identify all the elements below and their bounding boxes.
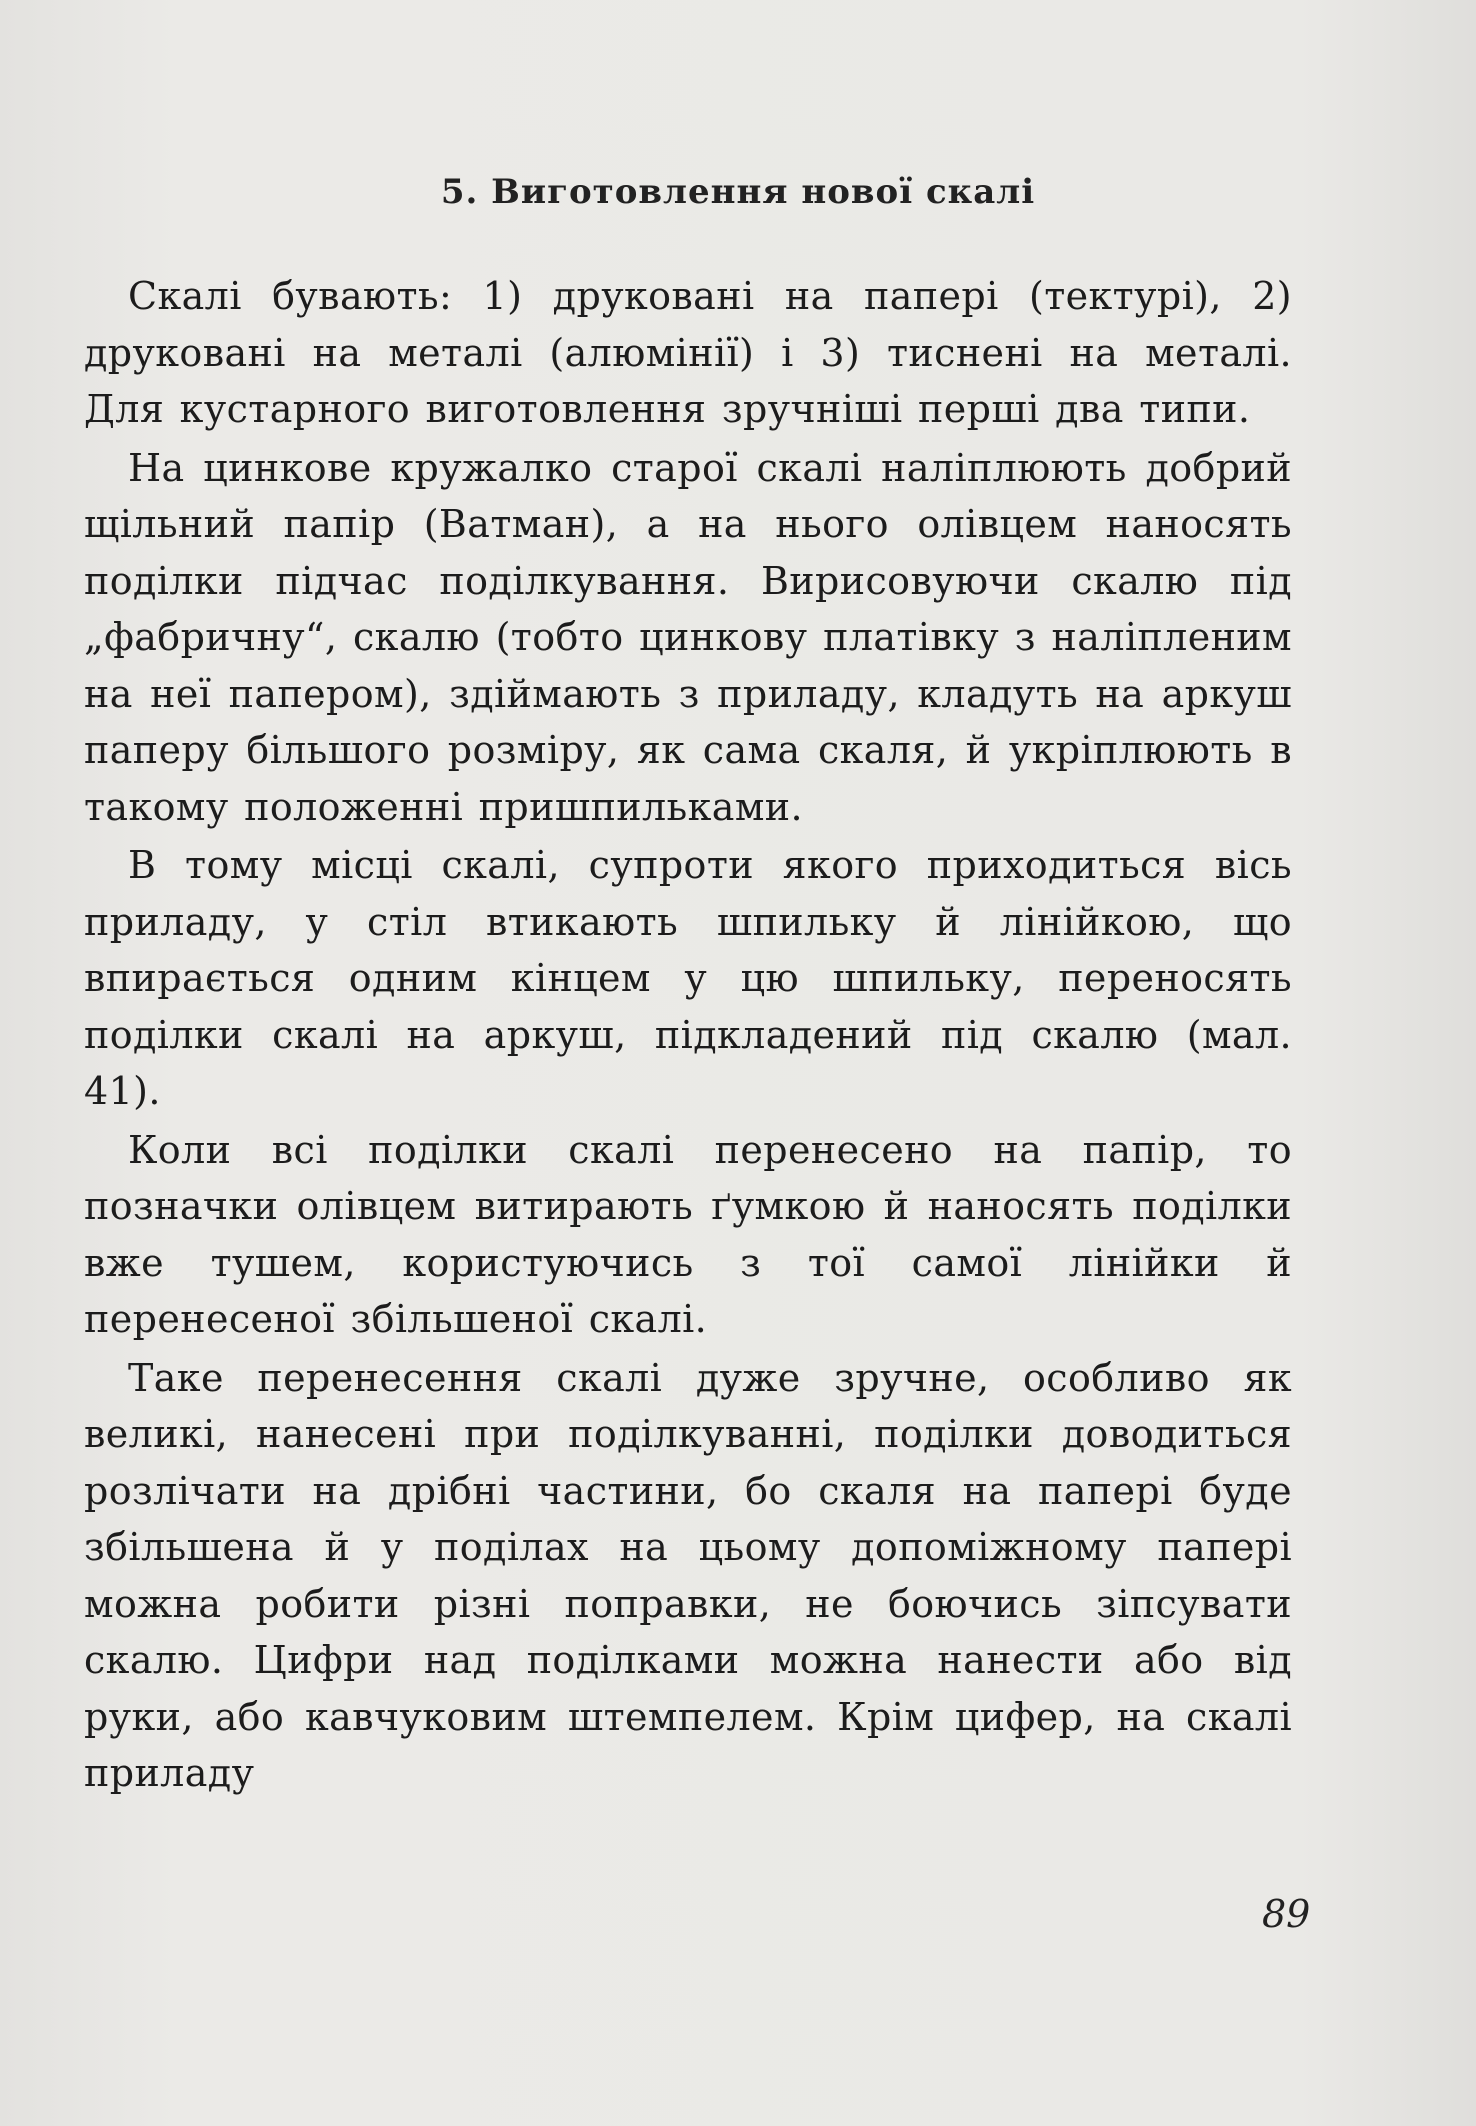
paragraph: На цинкове кружалко старої скалі наліплюють добрий щільний папір (Ватман), а на нього олівцем наносять поділки підчас поділкування. Вирисовуючи скалю під „фабричну“, скалю (тобто цинкову платівку з наліпленим на неї папером), здіймають з приладу, кладуть на аркуш паперу більшого розміру, як сама скаля, й укріплюють в такому положенні пришпильками. — [84, 445, 1292, 829]
paragraph: В тому місці скалі, супроти якого приходиться вісь приладу, у стіл втикають шпильку й лінійкою, що впирається одним кінцем у цю шпильку, переносять поділки скалі на аркуш, підкладений під скалю (мал. 41). — [84, 843, 1292, 1113]
page-number: 89 — [1262, 1892, 1311, 1936]
body-text — [84, 268, 1292, 1804]
section-heading: 5. Виготовлення нової скалі — [440, 172, 1036, 212]
paragraph: Коли всі поділки скалі перенесено на папір, то позначки олівцем витирають ґумкою й наносять поділки вже тушем, користуючись з тої самої лінійки й перенесеної збільшеної скалі. — [84, 1127, 1292, 1341]
paragraph: Таке перенесення скалі дуже зручне, особливо як великі, нанесені при поділкуванні, поділки доводиться розлічати на дрібні частини, бо скаля на папері буде збільшена й у поділах на цьому допоміжному папері можна робити різні поправки, не боючись зіпсувати скалю. Цифри над поділками можна нанести або від руки, або кавчуковим штемпелем. Крім цифер, на скалі приладу — [84, 1355, 1292, 1795]
paragraph: Скалі бувають: 1) друковані на папері (тектурі), 2) друковані на металі (алюмінії) і 3) тиснені на металі. Для кустарного виготовлення зручніші перші два типи. — [84, 274, 1292, 431]
